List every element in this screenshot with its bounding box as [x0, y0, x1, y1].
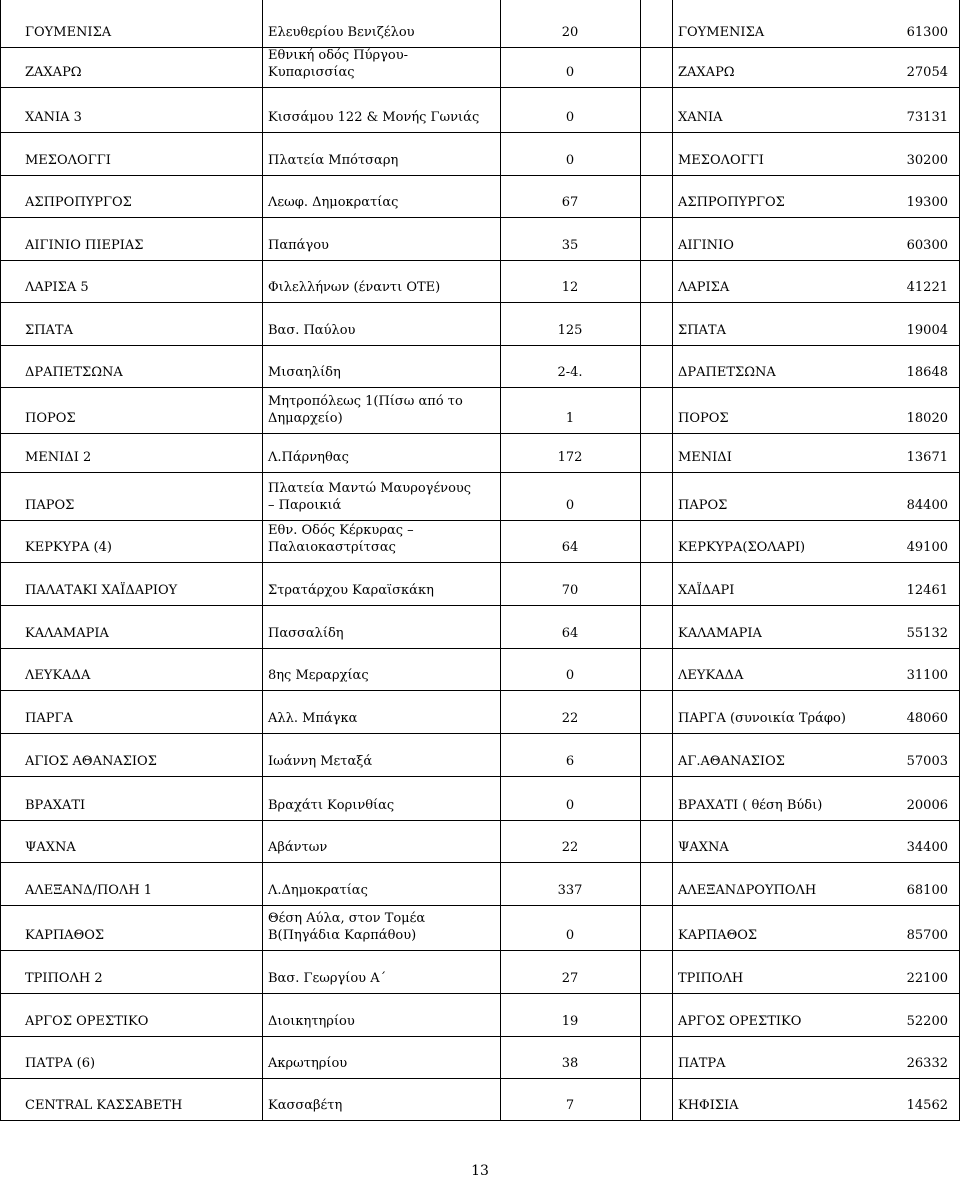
- city-name: ΑΛΕΞΑΝΔΡΟΥΠΟΛΗ: [678, 883, 817, 898]
- street-number: 67: [561, 195, 579, 210]
- table-row: [0, 690, 960, 733]
- address-line: – Παροικιά: [268, 498, 342, 513]
- table-row: [0, 950, 960, 993]
- postal-code: 73131: [906, 110, 948, 125]
- branch-name: ΛΕΥΚΑΔΑ: [25, 668, 91, 683]
- address-line: Μισαηλίδη: [268, 365, 341, 380]
- row-divider: [0, 562, 960, 563]
- row-divider: [0, 302, 960, 303]
- address-line: Κασσαβέτη: [268, 1098, 343, 1113]
- city-name: ΚΑΡΠΑΘΟΣ: [678, 928, 758, 943]
- street-number: 7: [565, 1098, 575, 1113]
- table-row: [0, 175, 960, 217]
- street-number: 19: [561, 1014, 579, 1029]
- address-line: Μητροπόλεως 1(Πίσω από το: [268, 394, 463, 409]
- city-name: ΠΑΡΟΣ: [678, 498, 728, 513]
- row-divider: [0, 776, 960, 777]
- postal-code: 18648: [906, 365, 948, 380]
- table-row: [0, 47, 960, 87]
- row-divider: [0, 175, 960, 176]
- address-line: Εθν. Οδός Κέρκυρας –: [268, 523, 414, 538]
- postal-code: 14562: [906, 1098, 948, 1113]
- street-address: [268, 910, 425, 944]
- table-row: [0, 648, 960, 690]
- table-row: [0, 1036, 960, 1078]
- row-divider: [0, 47, 960, 48]
- branch-name: ΣΠΑΤΑ: [25, 323, 73, 338]
- street-number: 12: [561, 280, 579, 295]
- table-row: [0, 862, 960, 905]
- city-name: ΠΑΡΓΑ (συνοικία Τράφο): [678, 711, 846, 726]
- branch-name: ΛΑΡΙΣΑ 5: [25, 280, 89, 295]
- address-line: Ακρωτηρίου: [268, 1056, 348, 1071]
- street-address: [268, 480, 471, 514]
- city-name: ΑΙΓΙΝΙΟ: [678, 238, 734, 253]
- postal-code: 57003: [906, 754, 948, 769]
- table-row: [0, 260, 960, 302]
- address-line: Λεωφ. Δημοκρατίας: [268, 195, 399, 210]
- street-number: 0: [565, 110, 575, 125]
- street-number: 22: [561, 840, 579, 855]
- address-line: Παπάγου: [268, 238, 329, 253]
- row-divider: [0, 472, 960, 473]
- branch-name: ΜΕΣΟΛΟΓΓΙ: [25, 153, 111, 168]
- branch-name: ΖΑΧΑΡΩ: [25, 65, 82, 80]
- branch-name: ΒΡΑΧΑΤΙ: [25, 798, 86, 813]
- column-divider: [262, 0, 263, 1120]
- address-line: Φιλελλήνων (έναντι ΟΤΕ): [268, 280, 441, 295]
- street-address: [268, 393, 463, 427]
- branch-name: ΚΑΡΠΑΘΟΣ: [25, 928, 105, 943]
- street-number: 35: [561, 238, 579, 253]
- row-divider: [0, 217, 960, 218]
- street-address: [268, 882, 368, 899]
- street-address: [268, 710, 357, 727]
- street-address: [268, 322, 355, 339]
- street-address: [268, 47, 408, 81]
- postal-code: 55132: [906, 626, 948, 641]
- postal-code: 19004: [906, 323, 948, 338]
- row-divider: [0, 1036, 960, 1037]
- city-name: ΛΕΥΚΑΔΑ: [678, 668, 744, 683]
- address-line: Πλατεία Μπότσαρη: [268, 153, 399, 168]
- city-name: ΑΡΓΟΣ ΟΡΕΣΤΙΚΟ: [678, 1014, 802, 1029]
- street-address: [268, 237, 329, 254]
- address-line: Β(Πηγάδια Καρπάθου): [268, 928, 417, 943]
- city-name: ΠΑΤΡΑ: [678, 1056, 726, 1071]
- column-divider: [640, 0, 641, 1120]
- postal-code: 19300: [906, 195, 948, 210]
- postal-code: 22100: [906, 971, 948, 986]
- city-name: ΜΕΝΙΔΙ: [678, 450, 732, 465]
- postal-code: 13671: [906, 450, 948, 465]
- address-line: Στρατάρχου Καραϊσκάκη: [268, 583, 434, 598]
- row-divider: [0, 132, 960, 133]
- address-line: Ελευθερίου Βενιζέλου: [268, 25, 415, 40]
- table-row: [0, 820, 960, 862]
- row-divider: [0, 605, 960, 606]
- street-address: [268, 582, 434, 599]
- branch-name: ΨΑΧΝΑ: [25, 840, 76, 855]
- street-address: [268, 1013, 355, 1030]
- street-number: 172: [557, 450, 583, 465]
- city-name: ΠΟΡΟΣ: [678, 411, 729, 426]
- row-divider: [0, 905, 960, 906]
- branch-name: ΑΛΕΞΑΝΔ/ΠΟΛΗ 1: [25, 883, 153, 898]
- table-row: [0, 1078, 960, 1120]
- city-name: ΚΗΦΙΣΙΑ: [678, 1098, 739, 1113]
- city-name: ΣΠΑΤΑ: [678, 323, 726, 338]
- street-address: [268, 279, 440, 296]
- row-divider: [0, 1078, 960, 1079]
- city-name: ΔΡΑΠΕΤΣΩΝΑ: [678, 365, 776, 380]
- street-address: [268, 24, 415, 41]
- address-line: 8ης Μεραρχίας: [268, 668, 369, 683]
- street-number: 22: [561, 711, 579, 726]
- table-row: [0, 776, 960, 820]
- table-row: [0, 345, 960, 387]
- column-divider: [0, 0, 1, 1120]
- row-divider: [0, 520, 960, 521]
- branch-name: ΜΕΝΙΔΙ 2: [25, 450, 92, 465]
- street-number: 0: [565, 65, 575, 80]
- city-name: ΧΑΝΙΑ: [678, 110, 723, 125]
- street-number: 0: [565, 498, 575, 513]
- postal-code: 85700: [906, 928, 948, 943]
- table-row: [0, 520, 960, 562]
- page-number: 13: [471, 1163, 489, 1179]
- street-number: 1: [565, 411, 575, 426]
- address-line: Βασ. Παύλου: [268, 323, 356, 338]
- row-divider: [0, 345, 960, 346]
- address-line: Πλατεία Μαντώ Μαυρογένους: [268, 481, 472, 496]
- address-line: Παλαιοκαστρίτσας: [268, 540, 396, 555]
- street-number: 64: [561, 540, 579, 555]
- column-divider: [672, 0, 673, 1120]
- branch-name: ΑΡΓΟΣ ΟΡΕΣΤΙΚΟ: [25, 1014, 149, 1029]
- branch-name: ΑΓΙΟΣ ΑΘΑΝΑΣΙΟΣ: [25, 754, 157, 769]
- address-line: Κισσάμου 122 & Μονής Γωνιάς: [268, 110, 480, 125]
- branch-name: ΠΟΡΟΣ: [25, 411, 76, 426]
- branch-name: ΤΡΙΠΟΛΗ 2: [25, 971, 103, 986]
- row-divider: [0, 433, 960, 434]
- branch-name: ΓΟΥΜΕΝΙΣΑ: [25, 25, 112, 40]
- row-divider: [0, 993, 960, 994]
- street-number: 6: [565, 754, 575, 769]
- row-divider: [0, 648, 960, 649]
- row-divider: [0, 1120, 960, 1121]
- street-number: 20: [561, 25, 579, 40]
- address-line: Διοικητηρίου: [268, 1014, 355, 1029]
- street-address: [268, 152, 398, 169]
- table-row: [0, 905, 960, 950]
- street-number: 0: [565, 153, 575, 168]
- city-name: ΨΑΧΝΑ: [678, 840, 729, 855]
- postal-code: 26332: [906, 1056, 948, 1071]
- address-line: Αλλ. Μπάγκα: [268, 711, 358, 726]
- table-row: [0, 132, 960, 175]
- postal-code: 34400: [906, 840, 948, 855]
- table-row: [0, 302, 960, 345]
- branch-name: ΑΣΠΡΟΠΥΡΓΟΣ: [25, 195, 132, 210]
- branch-name: CENTRAL ΚΑΣΣΑΒΕΤΗ: [25, 1098, 183, 1113]
- address-line: Λ.Δημοκρατίας: [268, 883, 368, 898]
- city-name: ΚΑΛΑΜΑΡΙΑ: [678, 626, 762, 641]
- branch-name: ΚΕΡΚΥΡΑ (4): [25, 540, 112, 555]
- street-number: 64: [561, 626, 579, 641]
- city-name: ΜΕΣΟΛΟΓΓΙ: [678, 153, 764, 168]
- branch-name: ΑΙΓΙΝΙΟ ΠΙΕΡΙΑΣ: [25, 238, 144, 253]
- street-address: [268, 625, 344, 642]
- street-address: [268, 522, 414, 556]
- postal-code: 18020: [906, 411, 948, 426]
- address-line: Κυπαρισσίας: [268, 65, 355, 80]
- table-row: [0, 387, 960, 433]
- street-number: 27: [561, 971, 579, 986]
- street-number: 125: [557, 323, 583, 338]
- postal-code: 52200: [906, 1014, 948, 1029]
- table-row: [0, 87, 960, 132]
- row-divider: [0, 950, 960, 951]
- street-number: 337: [557, 883, 583, 898]
- street-address: [268, 797, 394, 814]
- address-line: Λ.Πάρνηθας: [268, 450, 349, 465]
- table-row: [0, 605, 960, 648]
- postal-code: 27054: [906, 65, 948, 80]
- branch-name: ΠΑΛΑΤΑΚΙ ΧΑΪΔΑΡΙΟΥ: [25, 583, 178, 598]
- city-name: ΤΡΙΠΟΛΗ: [678, 971, 744, 986]
- street-number: 0: [565, 798, 575, 813]
- street-address: [268, 109, 479, 126]
- street-address: [268, 839, 327, 856]
- postal-code: 31100: [906, 668, 948, 683]
- street-address: [268, 1097, 342, 1114]
- address-line: Θέση Αύλα, στον Τομέα: [268, 911, 426, 926]
- street-address: [268, 753, 372, 770]
- address-line: Εθνική οδός Πύργου-: [268, 48, 409, 63]
- street-address: [268, 970, 386, 987]
- branch-name: ΧΑΝΙΑ 3: [25, 110, 82, 125]
- postal-code: 20006: [906, 798, 948, 813]
- street-address: [268, 1055, 347, 1072]
- branch-name: ΠΑΤΡΑ (6): [25, 1056, 96, 1071]
- table-row: [0, 993, 960, 1036]
- branch-name: ΔΡΑΠΕΤΣΩΝΑ: [25, 365, 123, 380]
- address-line: Ιωάννη Μεταξά: [268, 754, 373, 769]
- postal-code: 68100: [906, 883, 948, 898]
- address-line: Δημαρχείο): [268, 411, 343, 426]
- street-number: 70: [561, 583, 579, 598]
- row-divider: [0, 862, 960, 863]
- table-row: [0, 433, 960, 472]
- branch-name: ΠΑΡΟΣ: [25, 498, 75, 513]
- postal-code: 48060: [906, 711, 948, 726]
- address-line: Πασσαλίδη: [268, 626, 344, 641]
- postal-code: 30200: [906, 153, 948, 168]
- table-row: [0, 217, 960, 260]
- city-name: ΖΑΧΑΡΩ: [678, 65, 735, 80]
- postal-code: 12461: [906, 583, 948, 598]
- branch-name: ΠΑΡΓΑ: [25, 711, 73, 726]
- city-name: ΧΑΪΔΑΡΙ: [678, 583, 735, 598]
- row-divider: [0, 820, 960, 821]
- postal-code: 61300: [906, 25, 948, 40]
- street-number: 2-4.: [557, 365, 583, 380]
- city-name: ΑΓ.ΑΘΑΝΑΣΙΟΣ: [678, 754, 785, 769]
- address-line: Αβάντων: [268, 840, 328, 855]
- street-address: [268, 667, 369, 684]
- city-name: ΚΕΡΚΥΡΑ(ΣΟΛΑΡΙ): [678, 540, 806, 555]
- street-number: 0: [565, 928, 575, 943]
- column-divider: [500, 0, 501, 1120]
- postal-code: 49100: [906, 540, 948, 555]
- row-divider: [0, 733, 960, 734]
- postal-code: 60300: [906, 238, 948, 253]
- table-row: [0, 472, 960, 520]
- street-address: [268, 449, 349, 466]
- row-divider: [0, 387, 960, 388]
- city-name: ΒΡΑΧΑΤΙ ( θέση Βύδι): [678, 798, 823, 813]
- table-row: [0, 562, 960, 605]
- city-name: ΛΑΡΙΣΑ: [678, 280, 730, 295]
- table-row: [0, 733, 960, 776]
- city-name: ΑΣΠΡΟΠΥΡΓΟΣ: [678, 195, 785, 210]
- branch-name: ΚΑΛΑΜΑΡΙΑ: [25, 626, 109, 641]
- street-address: [268, 194, 398, 211]
- postal-code: 84400: [906, 498, 948, 513]
- row-divider: [0, 690, 960, 691]
- row-divider: [0, 87, 960, 88]
- row-divider: [0, 260, 960, 261]
- city-name: ΓΟΥΜΕΝΙΣΑ: [678, 25, 765, 40]
- street-number: 38: [561, 1056, 579, 1071]
- street-number: 0: [565, 668, 575, 683]
- address-line: Βραχάτι Κορινθίας: [268, 798, 395, 813]
- postal-code: 41221: [906, 280, 948, 295]
- address-line: Βασ. Γεωργίου Α΄: [268, 971, 387, 986]
- table-row: [0, 0, 960, 47]
- street-address: [268, 364, 341, 381]
